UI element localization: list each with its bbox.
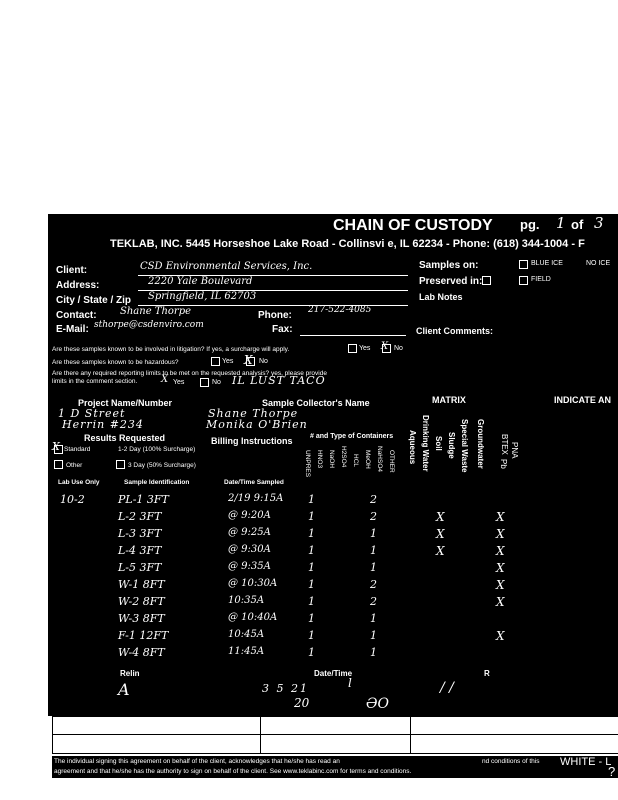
sample-x1-cell: X: [496, 544, 505, 558]
sample-soil-cell: X: [436, 510, 445, 524]
pres-nahso4: NaHSO4: [376, 446, 383, 473]
matrix-col-soil: Soil: [434, 436, 443, 451]
lower-cell: [52, 716, 262, 736]
sample-hcl-cell: 1: [370, 629, 377, 642]
sample-lab-cell: 10-2: [60, 493, 85, 506]
sample-time-cell: @ 9:25A: [228, 527, 271, 538]
sample-unpres-cell: 1: [308, 578, 315, 591]
sample-x1-cell: X: [496, 595, 505, 609]
billing-label: Billing Instructions: [211, 436, 293, 446]
three-day-label: 3 Day (50% Surcharge): [128, 462, 196, 469]
matrix-col-groundwater: Groundwater: [476, 419, 485, 469]
sample-id-cell: L-2 3FT: [118, 510, 162, 523]
client-value: CSD Environmental Services, Inc.: [140, 261, 313, 272]
litigation-no-label: No: [394, 345, 403, 352]
footer-line1: The individual signing this agreement on behalf of the client, acknowledges that he/she has read an: [54, 758, 340, 765]
pres-other: OTHER: [388, 450, 395, 473]
footer: [52, 756, 618, 778]
analysis-col-pb: Pb: [499, 459, 508, 469]
sample-time-cell: @ 10:30A: [228, 578, 278, 589]
sample-time-cell: 10:35A: [228, 595, 265, 606]
pres-hno3: HNO3: [316, 450, 323, 469]
sample-time-cell: 2/19 9:15A: [228, 493, 284, 504]
hazardous-question: Are these samples known to be hazardous?: [52, 359, 179, 366]
blue-ice-checkbox[interactable]: [519, 260, 528, 269]
matrix-col-drinking-water: Drinking Water: [421, 415, 430, 472]
address-value: 2220 Yale Boulevard: [148, 276, 253, 287]
relin-label: Relin: [120, 669, 140, 678]
preserved-label: Preserved in:: [419, 276, 483, 287]
hazardous-yes-checkbox[interactable]: [211, 357, 220, 366]
limits-note: IL LUST TACO: [232, 374, 326, 387]
lower-cell: [260, 716, 412, 736]
sample-hcl-cell: 2: [370, 578, 377, 591]
email-value: sthorpe@csdenviro.com: [94, 320, 204, 330]
containers-label: # and Type of Containers: [310, 433, 394, 440]
preserved-lab-checkbox[interactable]: [482, 276, 491, 285]
lower-cell: [52, 734, 262, 754]
phone-label: Phone:: [258, 310, 292, 321]
sample-unpres-cell: 1: [308, 561, 315, 574]
sample-soil-cell: X: [436, 527, 445, 541]
sample-unpres-cell: 1: [308, 629, 315, 642]
page-total: 3: [594, 214, 604, 232]
address-label: Address:: [56, 280, 100, 291]
received-signature: / /: [440, 680, 454, 696]
sample-id-cell: L-5 3FT: [118, 561, 162, 574]
relin-time-2: ƏO: [366, 696, 389, 712]
sample-id-header: Sample Identification: [124, 479, 190, 486]
form-title: CHAIN OF CUSTODY: [333, 217, 493, 234]
sample-id-cell: W-1 8FT: [118, 578, 165, 591]
standard-label: Standard: [64, 446, 91, 453]
sample-time-cell: @ 9:20A: [228, 510, 271, 521]
project-line2: Herrin #234: [62, 418, 144, 431]
sample-id-cell: L-3 3FT: [118, 527, 162, 540]
sample-hcl-cell: 1: [370, 561, 377, 574]
standard-mark: X: [52, 440, 60, 453]
sample-id-cell: W-3 8FT: [118, 612, 165, 625]
three-day-checkbox[interactable]: [116, 460, 125, 469]
lower-cell: [260, 734, 412, 754]
sample-soil-cell: X: [436, 544, 445, 558]
relin-signature: A: [118, 680, 130, 699]
sample-x1-cell: X: [496, 629, 505, 643]
sample-unpres-cell: 1: [308, 612, 315, 625]
results-label: Results Requested: [84, 433, 166, 443]
client-comments-label: Client Comments:: [416, 326, 494, 336]
sample-hcl-cell: 1: [370, 612, 377, 625]
page-number: 1: [556, 214, 566, 232]
copy-label: WHITE - L: [560, 756, 612, 768]
city-label: City / State / Zip: [56, 295, 132, 306]
sample-unpres-cell: 1: [308, 493, 315, 506]
sample-time-cell: @ 9:35A: [228, 561, 271, 572]
limits-yes-label: Yes: [173, 379, 185, 386]
limits-question-cont: limits in the comment section.: [52, 378, 138, 385]
sample-x1-cell: X: [496, 578, 505, 592]
matrix-col-sludge: Sludge: [447, 432, 456, 459]
project-line1: 1 D Street: [58, 407, 126, 420]
sample-x1-cell: X: [496, 510, 505, 524]
matrix-col-aqueous: Aqueous: [408, 430, 417, 465]
sample-x1-cell: X: [496, 561, 505, 575]
indicate-label: INDICATE AN: [554, 395, 611, 405]
relin-date-time-label: Date/Time: [314, 669, 353, 678]
contact-value: Shane Thorpe: [120, 306, 192, 317]
no-ice-label: NO ICE: [586, 260, 611, 267]
sample-time-cell: 10:45A: [228, 629, 265, 640]
limits-no-checkbox[interactable]: [200, 378, 209, 387]
relin-date: 3 5 21: [262, 682, 309, 695]
lower-cell: [410, 734, 618, 754]
sample-id-cell: F-1 12FT: [118, 629, 169, 642]
other-label: Other: [66, 462, 83, 469]
pres-unpres: UNPRES: [304, 450, 311, 478]
company-line: TEKLAB, INC. 5445 Horseshoe Lake Road - Collinsvi e, IL 62234 - Phone: (618) 344-1004 - F: [110, 238, 585, 250]
phone-value: 217-522-4085: [308, 305, 372, 315]
field-label: FIELD: [531, 276, 551, 283]
city-value: Springfield, IL 62703: [148, 291, 257, 302]
sample-unpres-cell: 1: [308, 544, 315, 557]
sample-time-cell: @ 9:30A: [228, 544, 271, 555]
sample-hcl-cell: 2: [370, 510, 377, 523]
analysis-col-pna: PNA: [510, 442, 519, 459]
received-label: R: [484, 669, 490, 678]
sample-hcl-cell: 1: [370, 544, 377, 557]
copy-mark: ?: [608, 764, 616, 778]
client-label: Client:: [56, 265, 88, 276]
sample-time-cell: 11:45A: [228, 646, 265, 657]
litigation-no-mark: X: [381, 341, 389, 352]
footer-line2: agreement and that he/she has the authority to sign on behalf of the client. See www.teklabinc.com for terms and conditions.: [54, 768, 412, 775]
email-label: E-Mail:: [56, 324, 89, 335]
blue-ice-label: BLUE ICE: [531, 260, 563, 267]
pres-meoh: MeOH: [364, 450, 371, 469]
sample-unpres-cell: 1: [308, 646, 315, 659]
fax-label: Fax:: [272, 324, 293, 335]
analysis-col-btex: BTEX: [500, 434, 509, 455]
litigation-question: Are these samples known to be involved in litigation? If yes, a surcharge will apply.: [52, 346, 290, 353]
matrix-label: MATRIX: [432, 395, 466, 405]
collector1: Shane Thorpe: [208, 407, 299, 420]
sample-id-cell: PL-1 3FT: [118, 493, 169, 506]
samples-on-label: Samples on:: [419, 260, 479, 271]
sample-hcl-cell: 1: [370, 646, 377, 659]
pres-h2so4: H2SO4: [340, 446, 347, 468]
hazardous-no-mark: X: [244, 353, 253, 367]
sample-hcl-cell: 1: [370, 527, 377, 540]
relin-mark: l: [348, 676, 352, 690]
coc-form: [48, 214, 618, 716]
lower-grid: [52, 716, 618, 756]
sample-hcl-cell: 2: [370, 595, 377, 608]
limits-yes-mark: X: [161, 374, 169, 385]
lab-notes-label: Lab Notes: [419, 292, 463, 302]
lab-use-header: Lab Use Only: [58, 479, 100, 486]
collector2: Monika O'Brien: [206, 418, 308, 431]
sample-time-cell: @ 10:40A: [228, 612, 278, 623]
sample-id-cell: W-2 8FT: [118, 595, 165, 608]
sample-unpres-cell: 1: [308, 527, 315, 540]
collector-label: Sample Collector's Name: [262, 398, 370, 408]
limits-question: Are there any required reporting limits to be met on the requested analysis? yes, please provide: [52, 370, 327, 377]
contact-label: Contact:: [56, 310, 97, 321]
sample-unpres-cell: 1: [308, 595, 315, 608]
sample-id-cell: W-4 8FT: [118, 646, 165, 659]
pres-naoh: NaOH: [328, 450, 335, 469]
sample-unpres-cell: 1: [308, 510, 315, 523]
relin-time: 20: [294, 696, 310, 710]
hazardous-no-label: No: [259, 358, 268, 365]
page-label: pg.: [520, 217, 540, 232]
litigation-yes-checkbox[interactable]: [348, 344, 357, 353]
other-checkbox[interactable]: [54, 460, 63, 469]
lower-cell: [410, 716, 618, 736]
pres-hcl: HCL: [352, 454, 359, 468]
date-time-header: Date/Time Sampled: [224, 479, 284, 486]
sample-hcl-cell: 2: [370, 493, 377, 506]
limits-no-label: No: [212, 379, 221, 386]
hazardous-yes-label: Yes: [222, 358, 234, 365]
project-label: Project Name/Number: [78, 398, 173, 408]
field-checkbox[interactable]: [519, 276, 528, 285]
litigation-yes-label: Yes: [359, 345, 371, 352]
sample-x1-cell: X: [496, 527, 505, 541]
matrix-col-special-waste: Special Waste: [460, 419, 469, 473]
page-of: of: [571, 217, 584, 232]
footer-line1-end: nd conditions of this: [482, 758, 540, 765]
fax-underline: [300, 335, 406, 336]
one-day-label: 1-2 Day (100% Surcharge): [118, 446, 196, 453]
sample-id-cell: L-4 3FT: [118, 544, 162, 557]
